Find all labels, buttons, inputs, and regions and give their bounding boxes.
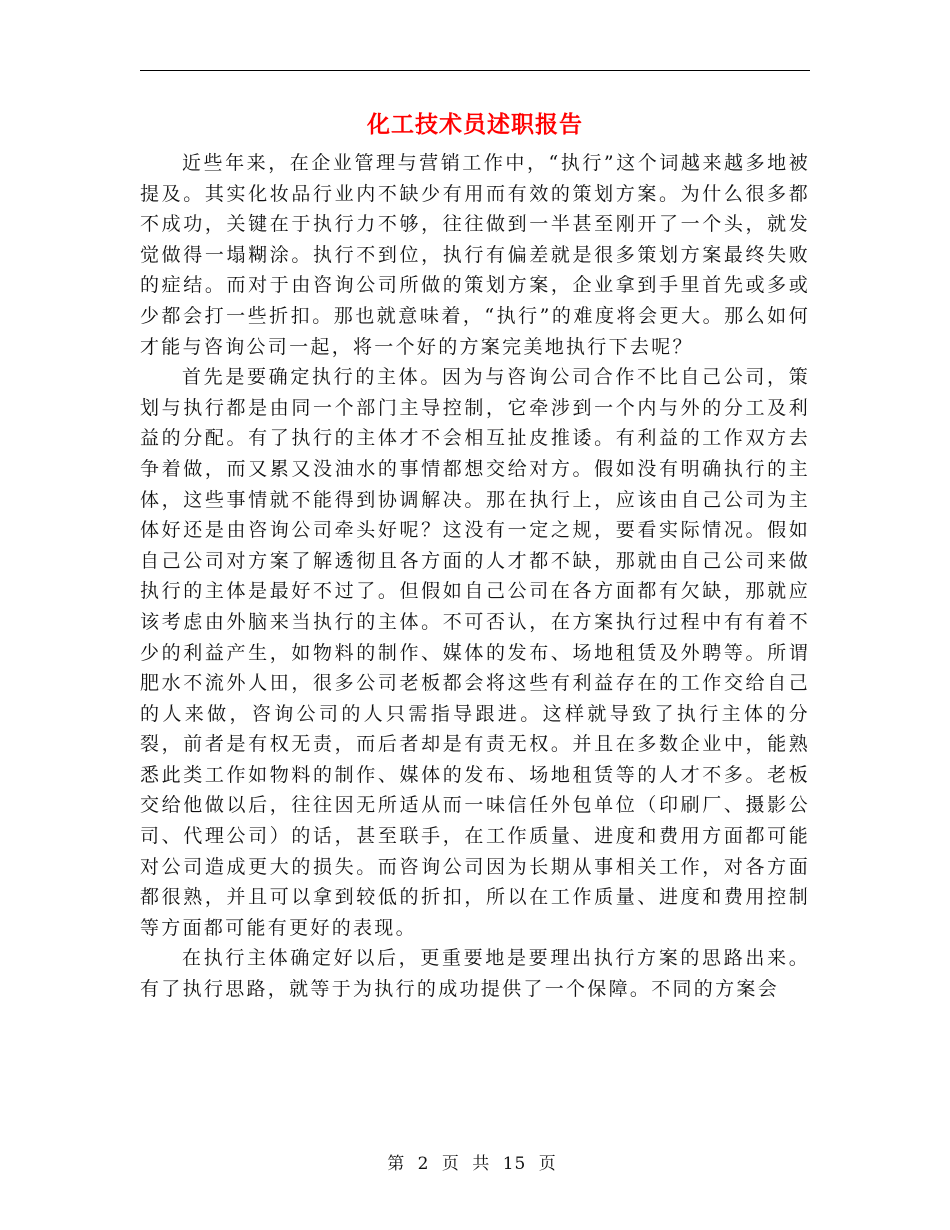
footer-prefix: 第 bbox=[387, 1154, 406, 1174]
paragraph: 近些年来，在企业管理与营销工作中，“执行”这个词越来越多地被提及。其实化妆品行业内不缺少有用而有效的策划方案。为什么很多都不成功，关键在于执行力不够，往往做到一半甚至刚开了一个头，就发觉做得一塌糊涂。执行不到位，执行有偏差就是很多策划方案最终失败的症结。而对于由咨询公司所做的策划方案，企业拿到手里首先或多或少都会打一些折扣。那也就意味着，“执行”的难度将会更大。那么如何才能与咨询公司一起，将一个好的方案完美地执行下去呢？ bbox=[140, 152, 810, 358]
page-total: 15 bbox=[502, 1154, 527, 1174]
document-body bbox=[140, 148, 810, 1005]
paragraph: 在执行主体确定好以后，更重要地是要理出执行方案的思路出来。有了执行思路，就等于为执行的成功提供了一个保障。不同的方案会 bbox=[140, 947, 810, 1001]
header-rule bbox=[140, 70, 810, 71]
paragraph: 首先是要确定执行的主体。因为与咨询公司合作不比自己公司，策划与执行都是由同一个部门主导控制，它牵涉到一个内与外的分工及利益的分配。有了执行的主体才不会相互扯皮推诿。有利益的工作双方去争着做，而又累又没油水的事情都想交给对方。假如没有明确执行的主体，这些事情就不能得到协调解决。那在执行上，应该由自己公司为主体好还是由咨询公司牵头好呢？这没有一定之规，要看实际情况。假如自己公司对方案了解透彻且各方面的人才都不缺，那就由自己公司来做执行的主体是最好不过了。但假如自己公司在各方面都有欠缺，那就应该考虑由外脑来当执行的主体。不可否认，在方案执行过程中有有着不少的利益产生，如物料的制作、媒体的发布、场地租赁及外聘等。所谓肥水不流外人田，很多公司老板都会将这些有利益存在的工作交给自己的人来做，咨询公司的人只需指导跟进。这样就导致了执行主体的分裂，前者是有权无责，而后者却是有责无权。并且在多数企业中，能熟悉此类工作如物料的制作、媒体的发布、场地租赁等的人才不多。老板交给他做以后，往往因无所适从而一味信任外包单位（印刷厂、摄影公司、代理公司）的话，甚至联手，在工作质量、进度和费用方面都可能对公司造成更大的损失。而咨询公司因为长期从事相关工作，对各方面都很熟，并且可以拿到较低的折扣，所以在工作质量、进度和费用控制等方面都可能有更好的表现。 bbox=[140, 366, 810, 939]
footer-page-unit: 页 bbox=[441, 1154, 460, 1174]
footer-total-unit: 页 bbox=[538, 1154, 557, 1174]
footer-total-prefix: 共 bbox=[472, 1154, 491, 1174]
page-number: 2 bbox=[417, 1154, 430, 1174]
page-footer bbox=[140, 1152, 810, 1176]
document-title: 化工技术员述职报告 bbox=[367, 111, 583, 138]
